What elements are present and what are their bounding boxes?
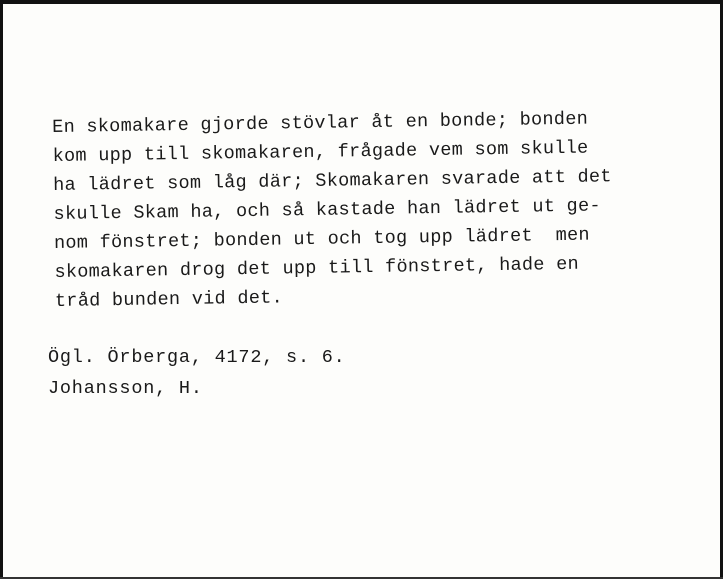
text-line: ha lädret som låg där; Skomakaren svarade att det	[52, 166, 612, 196]
collector-name: Johansson, H.	[48, 378, 203, 399]
record-body-text	[52, 103, 723, 316]
source-location: Ögl. Örberga, 4172, s. 6.	[48, 347, 346, 368]
text-line: skomakaren drog det upp till fönstret, hade en	[54, 253, 580, 283]
text-line: tråd bunden vid det.	[54, 287, 284, 312]
card-left-edge	[0, 0, 3, 579]
text-line: skulle Skam ha, och så kastade han lädret ut ge-	[53, 195, 601, 225]
card-top-edge	[0, 0, 723, 4]
source-reference	[48, 342, 346, 404]
text-line: En skomakare gjorde stövlar åt en bonde; bonden	[52, 108, 589, 138]
text-line: kom upp till skomakaren, frågade vem som skulle	[52, 137, 589, 167]
text-line: nom fönstret; bonden ut och tog upp lädret men	[53, 224, 591, 254]
